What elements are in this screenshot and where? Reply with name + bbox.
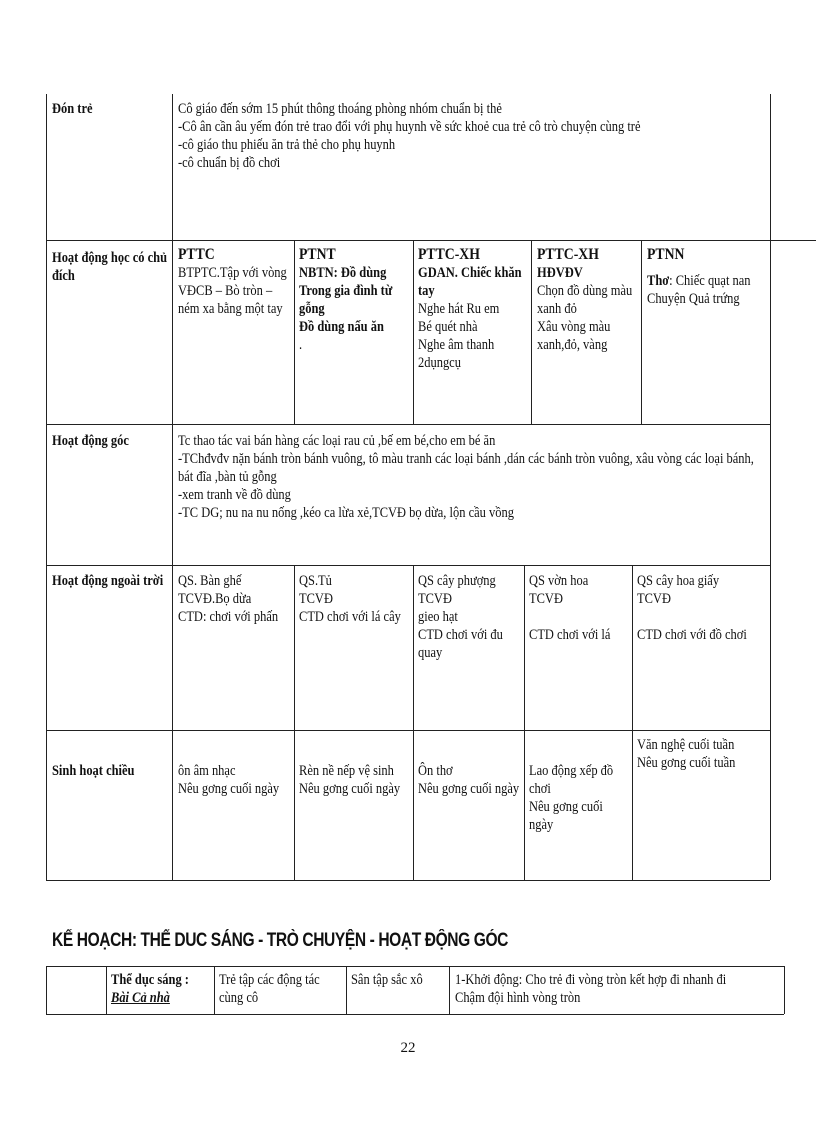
row-label-don-tre: Đón trẻ — [52, 101, 93, 117]
hoc-col-1-head: PTTC — [178, 246, 215, 263]
hoc-col-5-topic: Thơ — [647, 273, 670, 289]
bottom-c1-line2: Bài Cả nhà — [111, 990, 170, 1006]
row-label-ngoai-troi: Hoạt động ngoài trời — [52, 573, 164, 589]
sinh-hoat-col-2: Rèn nề nếp vệ sinh Nêu gơng cuối ngày — [299, 763, 401, 797]
hoc-col-3-body: Nghe hát Ru em Bé quét nhà Nghe âm thanh 2dụngcụ — [418, 301, 500, 371]
hoc-col-5 — [647, 246, 787, 308]
sinh-hoat-col-1: ôn âm nhạc Nêu gơng cuối ngày — [178, 763, 280, 797]
hoc-col-4-body: Chọn đồ dùng màu xanh đỏ Xâu vòng màu xanh,đỏ, vàng — [537, 283, 633, 353]
ngoai-troi-col-2: QS.Tủ TCVĐ CTD chơi với lá cây — [299, 573, 401, 625]
hoc-col-5-content — [647, 272, 767, 308]
bottom-c1-line1: Thể dục sáng : — [111, 972, 189, 988]
hoc-col-5-head: PTNN — [647, 246, 685, 263]
bottom-c3: Sân tập sắc xô — [351, 972, 423, 988]
hoc-col-4 — [537, 246, 657, 354]
hoc-col-3-topic: GDAN. Chiếc khăn tay — [418, 265, 522, 299]
hoc-col-3-head: PTTC-XH — [418, 246, 480, 263]
hoc-col-3 — [418, 246, 548, 372]
sinh-hoat-col-3: Ôn thơ Nêu gơng cuối ngày — [418, 763, 520, 797]
bottom-c2: Trẻ tập các động tác cùng cô — [219, 972, 320, 1006]
hoc-col-5-body: : Chiếc quạt nan Chuyện Quả trứng — [647, 273, 751, 307]
sinh-hoat-col-4: Lao động xếp đồ chơi Nêu gơng cuối ngày — [529, 763, 614, 833]
hoc-col-1-body: BTPTC.Tập với vòng VĐCB – Bò tròn –ném xa bằng một tay — [178, 265, 287, 317]
hoc-col-4-topic: HĐVĐV — [537, 265, 583, 281]
ngoai-troi-col-5: QS cây hoa giấy TCVĐ CTD chơi với đồ chơi — [637, 573, 747, 643]
hoc-col-2-body: . — [299, 337, 303, 353]
ngoai-troi-col-3: QS cây phượng TCVĐ gieo hạt CTD chơi với đu quay — [418, 573, 503, 661]
row-label-hoat-dong-goc: Hoạt động góc — [52, 433, 129, 449]
hoc-col-2-topic: NBTN: Đồ dùng Trong gia đình từ gỗng Đồ dùng nấu ăn — [299, 265, 393, 335]
row-label-sinh-hoat-chieu: Sinh hoạt chiều — [52, 763, 135, 779]
bottom-c4: 1-Khởi động: Cho trẻ đi vòng tròn kết hợp đi nhanh đi Chậm đội hình vòng tròn — [455, 972, 727, 1006]
plan-heading: KẾ HOẠCH: THỂ DUC SÁNG - TRÒ CHUYỆN - HOẠT ĐỘNG GÓC — [52, 930, 509, 951]
sinh-hoat-col-5: Văn nghệ cuối tuần Nêu gơng cuối tuần — [637, 737, 736, 771]
page-number: 22 — [400, 1040, 416, 1056]
ngoai-troi-col-4: QS vờn hoa TCVĐ CTD chơi với lá — [529, 573, 611, 643]
hoat-dong-goc-content: Tc thao tác vai bán hàng các loại rau củ ,bế em bé,cho em bé ăn -TChđvđv nặn bánh tròn bánh vuông, tô màu tranh các loại bánh ,dán các bánh tròn vuông, xâu vòng các loại bánh, bát đĩa ,bàn tủ gỗng -xem tranh về đồ dùng -TC DG; nu na nu nống ,kéo ca lừa xẻ,TCVĐ bọ dừa, lộn cầu vồng — [178, 433, 754, 521]
hoc-col-1 — [178, 246, 308, 318]
hoc-col-2 — [299, 246, 434, 354]
ngoai-troi-col-1: QS. Bàn ghế TCVĐ.Bọ dừa CTD: chơi với phấn — [178, 573, 279, 625]
hoc-col-4-head: PTTC-XH — [537, 246, 599, 263]
row-label-hoat-dong-hoc: Hoạt động học có chủ đích — [52, 250, 168, 284]
hoc-col-2-head: PTNT — [299, 246, 336, 263]
don-tre-content: Cô giáo đến sớm 15 phút thông thoáng phòng nhóm chuẩn bị thẻ -Cô ân cần âu yếm đón trẻ trao đổi với phụ huynh về sức khoẻ cua trẻ cô trò chuyện cùng trẻ -cô giáo thu phiếu ăn trả thẻ cho phụ huynh -cô chuẩn bị đồ chơi — [178, 101, 641, 171]
